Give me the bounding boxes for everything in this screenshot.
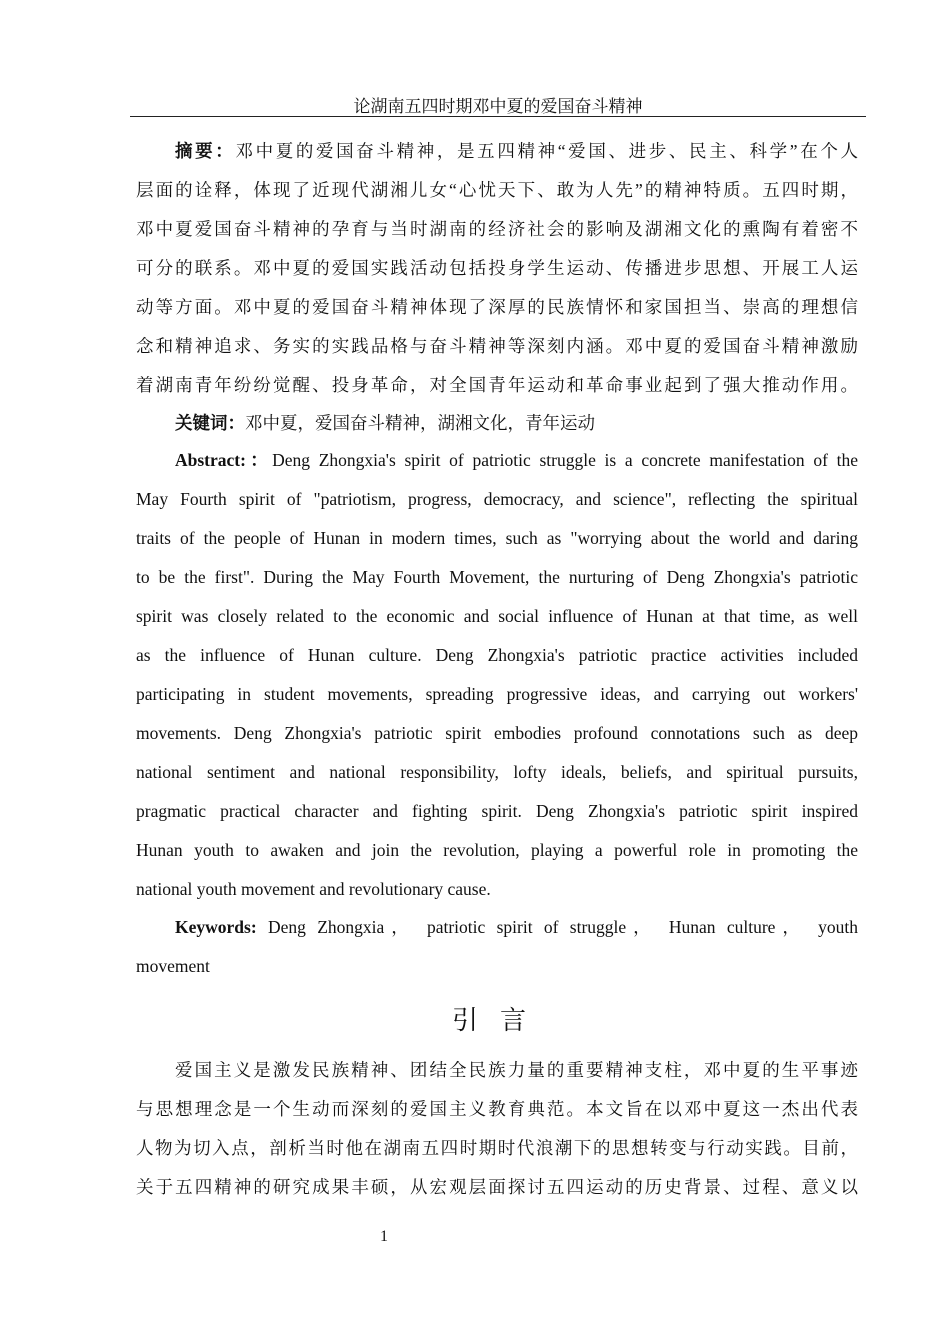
intro-line: 与思想理念是一个生动而深刻的爱国主义教育典范。本文旨在以邓中夏这一杰出代表 (136, 1099, 858, 1119)
text: 邓中夏的爱国奋斗精神，是五四精神“爱国、进步、民主、科学”在个人 (235, 141, 858, 161)
en-abstract-line: participating in student movements, spreading progressive ideas, and carrying out workers' (136, 684, 858, 704)
en-abstract-line: Hunan youth to awaken and join the revolution, playing a powerful role in promoting the (136, 840, 858, 860)
en-abstract-line: traits of the people of Hunan in modern times, such as "worrying about the world and daring (136, 528, 858, 548)
en-abstract-line: national sentiment and national responsibility, lofty ideals, beliefs, and spiritual pursuits, (136, 762, 858, 782)
en-abstract-line: spirit was closely related to the economic and social influence of Hunan at that time, as well (136, 606, 858, 626)
cn-abstract-line: 邓中夏爱国奋斗精神的孕育与当时湖南的经济社会的影响及湖湘文化的熏陶有着密不 (136, 219, 858, 239)
en-abstract-line: as the influence of Hunan culture. Deng Zhongxia's patriotic practice activities included (136, 645, 858, 665)
en-keywords (175, 915, 858, 939)
text: Deng Zhongxia's spirit of patriotic struggle is a concrete manifestation of the (272, 450, 858, 470)
section-heading: 引言 (451, 1006, 548, 1035)
cn-abstract-line: 动等方面。邓中夏的爱国奋斗精神体现了深厚的民族情怀和家国担当、崇高的理想信 (136, 297, 858, 317)
intro-line: 关于五四精神的研究成果丰硕，从宏观层面探讨五四运动的历史背景、过程、意义以 (136, 1177, 858, 1197)
intro-line: 爱国主义是激发民族精神、团结全民族力量的重要精神支柱，邓中夏的生平事迹 (175, 1060, 858, 1080)
running-header: 论湖南五四时期邓中夏的爱国奋斗精神 (353, 97, 643, 116)
en-abstract-line: national youth movement and revolutionary cause. (136, 879, 491, 899)
cn-keywords-label: 关键词： (175, 413, 245, 433)
cn-abstract-label: 摘要： (175, 141, 236, 161)
cn-abstract-line (175, 139, 858, 163)
page-number: 1 (380, 1228, 388, 1245)
cn-abstract-line: 着湖南青年纷纷觉醒、投身革命，对全国青年运动和革命事业起到了强大推动作用。 (136, 375, 858, 395)
cn-abstract-line: 念和精神追求、务实的实践品格与奋斗精神等深刻内涵。邓中夏的爱国奋斗精神激励 (136, 336, 858, 356)
header-rule (130, 116, 866, 117)
cn-keywords (175, 411, 858, 435)
intro-line: 人物为切入点，剖析当时他在湖南五四时期时代浪潮下的思想转变与行动实践。目前， (136, 1138, 858, 1158)
en-abstract-line: May Fourth spirit of "patriotism, progress, democracy, and science", reflecting the spiritual (136, 489, 858, 509)
cn-keywords-text: 邓中夏，爱国奋斗精神，湖湘文化，青年运动 (245, 413, 595, 433)
en-keywords-text: Deng Zhongxia， patriotic spirit of struggle， Hunan culture， youth (267, 917, 859, 937)
en-abstract-line: pragmatic practical character and fighting spirit. Deng Zhongxia's patriotic spirit inspired (136, 801, 858, 821)
cn-abstract-line: 可分的联系。邓中夏的爱国实践活动包括投身学生运动、传播进步思想、开展工人运 (136, 258, 858, 278)
en-abstract-line: to be the first". During the May Fourth Movement, the nurturing of Deng Zhongxia's patriotic (136, 567, 858, 587)
en-keywords-cont: movement (136, 956, 210, 976)
en-keywords-label: Keywords: (175, 917, 257, 937)
en-abstract-line (175, 448, 858, 472)
cn-abstract-line: 层面的诠释，体现了近现代湖湘儿女“心忧天下、敢为人先”的精神特质。五四时期， (136, 180, 858, 200)
en-abstract-line: movements. Deng Zhongxia's patriotic spirit embodies profound connotations such as deep (136, 723, 858, 743)
en-abstract-label: Abstract:： (175, 450, 273, 470)
